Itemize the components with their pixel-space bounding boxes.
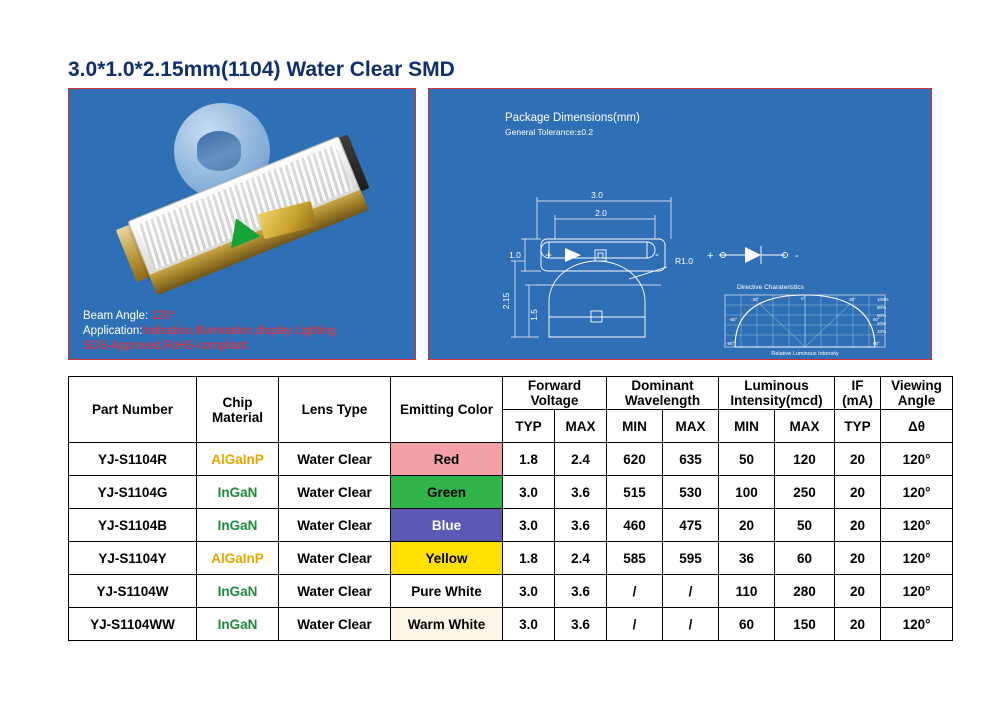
header-luminous-intensity: Luminous Intensity(mcd)	[719, 377, 835, 410]
angle-label-60: 60°	[873, 317, 880, 322]
header-chip-material: Chip Material	[197, 377, 279, 443]
intensity-label-60: 60%	[877, 313, 887, 318]
compliance-text: SGS-Approved,RoHS-compliant.	[83, 340, 251, 352]
header-if-unit: (mA)	[842, 393, 873, 408]
cell-part-number: YJ-S1104G	[69, 476, 197, 509]
cell-iv-max: 250	[775, 476, 835, 509]
cell-emitting-color: Yellow	[391, 542, 503, 575]
topview-plus: +	[545, 248, 553, 262]
cell-chip-material: InGaN	[197, 608, 279, 641]
dim-1-0: 1.0	[509, 250, 521, 260]
cell-lens-type: Water Clear	[279, 476, 391, 509]
cell-vf-typ: 3.0	[503, 476, 555, 509]
cell-part-number: YJ-S1104W	[69, 575, 197, 608]
subheader-angle-symbol: Δθ	[881, 410, 953, 443]
cell-emitting-color: Red	[391, 443, 503, 476]
cell-wl-min: 620	[607, 443, 663, 476]
application-label: Application:	[83, 325, 143, 337]
package-dimensions-drawing	[429, 89, 932, 360]
directive-characteristics-chart	[725, 284, 889, 357]
beam-angle-label: Beam Angle:	[83, 310, 152, 322]
cell-if-typ: 20	[835, 542, 881, 575]
cell-vf-max: 3.6	[555, 476, 607, 509]
circuit-plus: +	[707, 250, 714, 262]
table-row	[69, 608, 953, 641]
drawing-tolerance: General Tolerance:±0.2	[505, 127, 594, 137]
table-row	[69, 575, 953, 608]
cell-part-number: YJ-S1104WW	[69, 608, 197, 641]
table-row	[69, 509, 953, 542]
header-part-number: Part Number	[69, 377, 197, 443]
cell-vf-typ: 3.0	[503, 608, 555, 641]
cell-iv-min: 110	[719, 575, 775, 608]
header-if-label: IF	[851, 378, 864, 393]
subheader-wl-min: MIN	[607, 410, 663, 443]
table-row	[69, 476, 953, 509]
cell-wl-max: /	[663, 575, 719, 608]
cell-emitting-color: Warm White	[391, 608, 503, 641]
cell-lens-type: Water Clear	[279, 509, 391, 542]
header-emitting-color: Emitting Color	[391, 377, 503, 443]
dim-3-0: 3.0	[591, 190, 603, 200]
photo-caption	[69, 307, 416, 360]
cell-wl-min: /	[607, 608, 663, 641]
cell-wl-max: 635	[663, 443, 719, 476]
cell-vf-typ: 1.8	[503, 443, 555, 476]
cell-iv-min: 20	[719, 509, 775, 542]
angle-label-0: 0°	[801, 296, 806, 301]
topview-minus: -	[655, 247, 659, 261]
package-dimensions-panel	[428, 88, 932, 360]
cell-wl-max: 475	[663, 509, 719, 542]
cell-iv-min: 100	[719, 476, 775, 509]
cell-wl-min: 585	[607, 542, 663, 575]
cell-vf-max: 3.6	[555, 608, 607, 641]
cell-viewing-angle: 120°	[881, 575, 953, 608]
product-photo	[69, 89, 416, 307]
cell-vf-max: 3.6	[555, 509, 607, 542]
table-header-row-group	[69, 377, 953, 410]
cell-part-number: YJ-S1104R	[69, 443, 197, 476]
cell-iv-max: 50	[775, 509, 835, 542]
header-if	[835, 377, 881, 410]
cell-wl-max: 530	[663, 476, 719, 509]
cell-iv-min: 36	[719, 542, 775, 575]
cell-if-typ: 20	[835, 443, 881, 476]
cell-if-typ: 20	[835, 476, 881, 509]
cell-emitting-color: Green	[391, 476, 503, 509]
intensity-label-100: 100%	[877, 297, 889, 302]
subheader-if-typ: TYP	[835, 410, 881, 443]
cell-iv-max: 120	[775, 443, 835, 476]
cell-vf-max: 2.4	[555, 443, 607, 476]
drawing-heading: Package Dimensions(mm)	[505, 112, 640, 124]
page-title: 3.0*1.0*2.15mm(1104) Water Clear SMD	[68, 58, 455, 81]
cell-viewing-angle: 120°	[881, 476, 953, 509]
header-lens-type: Lens Type	[279, 377, 391, 443]
cell-wl-max: /	[663, 608, 719, 641]
cell-viewing-angle: 120°	[881, 608, 953, 641]
polarity-triangle	[565, 248, 581, 262]
cell-lens-type: Water Clear	[279, 608, 391, 641]
angle-label-90: 90°	[873, 341, 880, 346]
header-dominant-wavelength: Dominant Wavelength	[607, 377, 719, 410]
subheader-vf-typ: TYP	[503, 410, 555, 443]
product-photo-panel	[68, 88, 416, 360]
cell-viewing-angle: 120°	[881, 542, 953, 575]
angle-label-minus30: -30°	[751, 297, 760, 302]
cell-viewing-angle: 120°	[881, 443, 953, 476]
header-viewing-angle: Viewing Angle	[881, 377, 953, 410]
cell-wl-max: 595	[663, 542, 719, 575]
led-reflector-inner	[197, 131, 241, 171]
table-body	[69, 443, 953, 641]
cell-if-typ: 20	[835, 575, 881, 608]
directive-footer: Relative Luminous Intensity	[771, 351, 839, 357]
cell-vf-typ: 3.0	[503, 509, 555, 542]
table-row	[69, 542, 953, 575]
subheader-iv-min: MIN	[719, 410, 775, 443]
intensity-label-40: 40%	[877, 321, 887, 326]
cell-if-typ: 20	[835, 509, 881, 542]
cell-vf-typ: 3.0	[503, 575, 555, 608]
subheader-iv-max: MAX	[775, 410, 835, 443]
cell-emitting-color: Blue	[391, 509, 503, 542]
cell-iv-max: 60	[775, 542, 835, 575]
intensity-label-20: 20%	[877, 329, 887, 334]
beam-angle-value: 120°	[151, 310, 176, 322]
cell-chip-material: InGaN	[197, 476, 279, 509]
subheader-wl-max: MAX	[663, 410, 719, 443]
cell-wl-min: 460	[607, 509, 663, 542]
specification-table	[68, 376, 953, 641]
cell-viewing-angle: 120°	[881, 509, 953, 542]
angle-label-minus60: -60°	[729, 317, 738, 322]
cell-chip-material: InGaN	[197, 575, 279, 608]
application-value: Indication,Illumination,display Lighting	[142, 325, 336, 337]
cell-iv-max: 150	[775, 608, 835, 641]
cell-part-number: YJ-S1104B	[69, 509, 197, 542]
intensity-label-80: 80%	[877, 305, 887, 310]
cell-wl-min: /	[607, 575, 663, 608]
cell-vf-typ: 1.8	[503, 542, 555, 575]
cell-lens-type: Water Clear	[279, 575, 391, 608]
cell-lens-type: Water Clear	[279, 542, 391, 575]
dim-2-0: 2.0	[595, 208, 607, 218]
table-row	[69, 443, 953, 476]
cell-iv-max: 280	[775, 575, 835, 608]
cell-vf-max: 3.6	[555, 575, 607, 608]
header-forward-voltage: Forward Voltage	[503, 377, 607, 410]
subheader-vf-max: MAX	[555, 410, 607, 443]
cell-part-number: YJ-S1104Y	[69, 542, 197, 575]
cell-if-typ: 20	[835, 608, 881, 641]
dim-radius: R1.0	[675, 256, 693, 266]
directive-title: Directive Charateristics	[737, 284, 804, 291]
cell-chip-material: AlGaInP	[197, 542, 279, 575]
cell-wl-min: 515	[607, 476, 663, 509]
cell-iv-min: 50	[719, 443, 775, 476]
cell-emitting-color: Pure White	[391, 575, 503, 608]
cell-chip-material: InGaN	[197, 509, 279, 542]
angle-label-minus90: -90°	[726, 341, 735, 346]
cell-vf-max: 2.4	[555, 542, 607, 575]
angle-label-30: 30°	[849, 297, 856, 302]
dim-2-15: 2.15	[501, 292, 511, 310]
cell-chip-material: AlGaInP	[197, 443, 279, 476]
dim-1-5: 1.5	[529, 309, 539, 321]
cell-iv-min: 60	[719, 608, 775, 641]
cell-lens-type: Water Clear	[279, 443, 391, 476]
circuit-minus: -	[795, 250, 799, 262]
